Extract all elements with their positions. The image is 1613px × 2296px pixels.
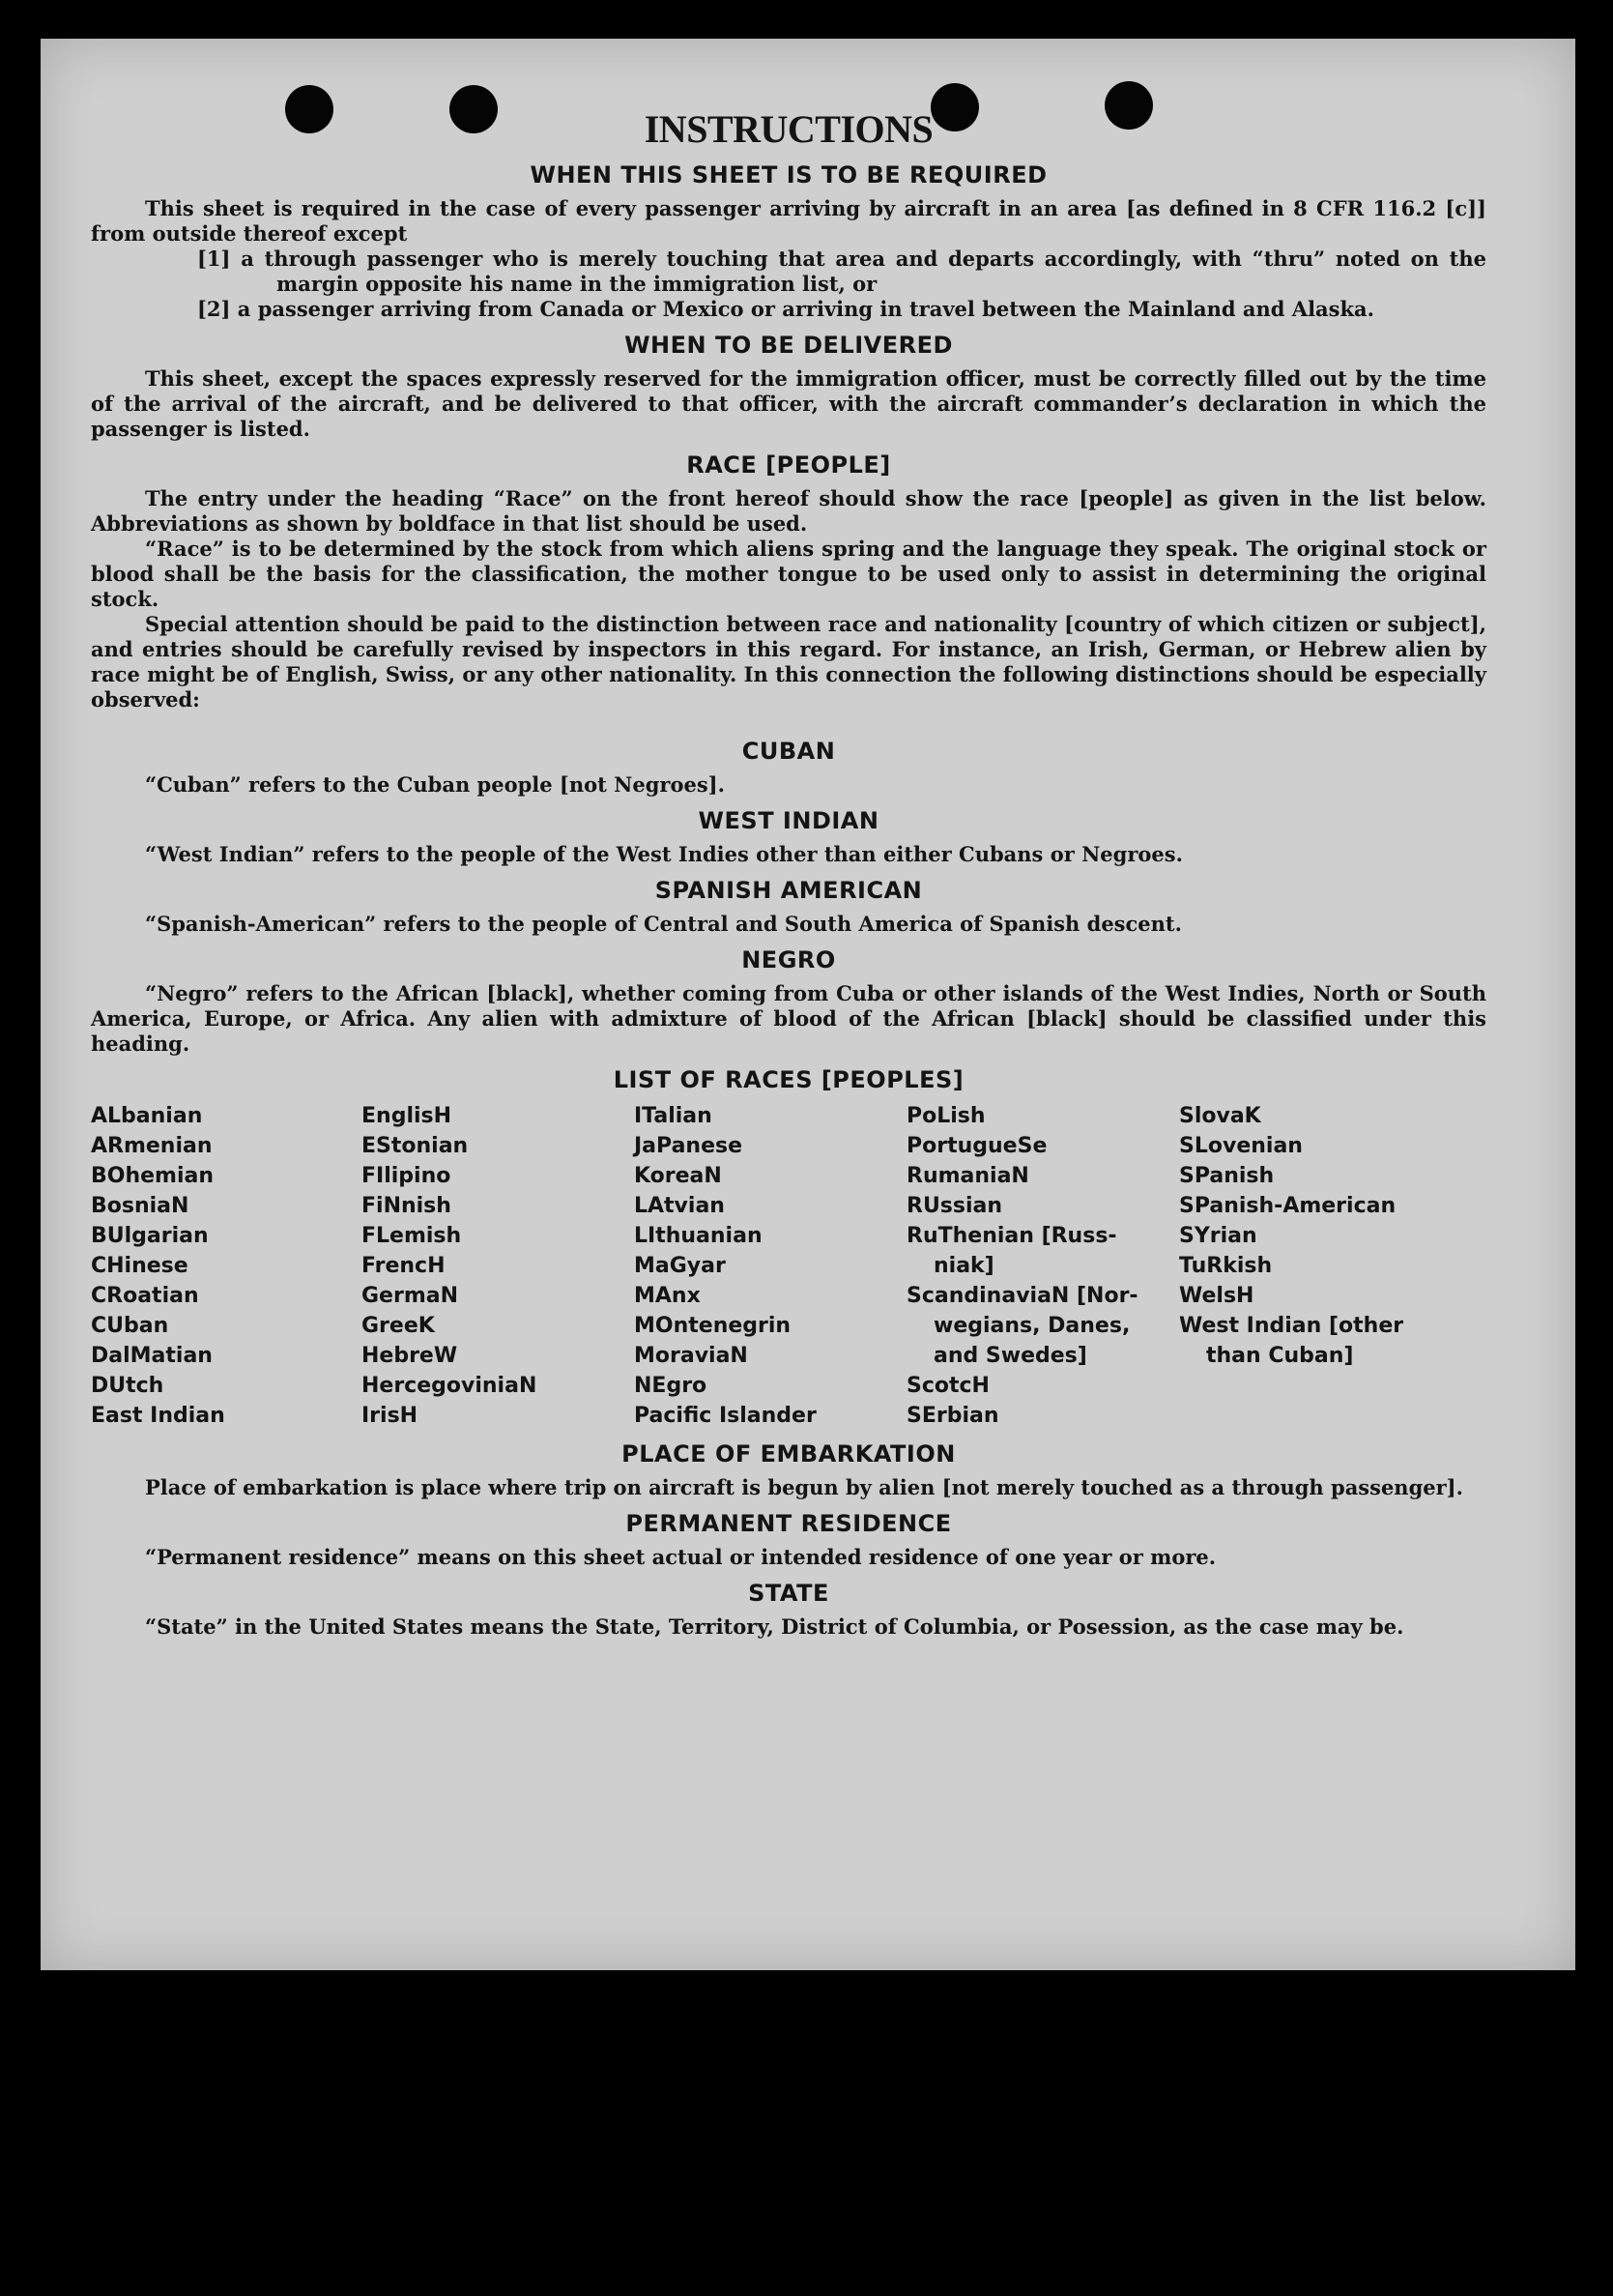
- heading-when-delivered: WHEN TO BE DELIVERED: [624, 332, 953, 359]
- race-item: MaGyar: [634, 1254, 726, 1278]
- race-item: and Swedes]: [934, 1344, 1087, 1368]
- race-item: CUban: [91, 1314, 169, 1338]
- race-item: FIlipino: [361, 1164, 451, 1188]
- race-item: BOhemian: [91, 1164, 215, 1188]
- race-item: than Cuban]: [1206, 1344, 1354, 1368]
- races-column: [634, 1101, 907, 1431]
- race-item: EStonian: [361, 1134, 469, 1158]
- race-item: CHinese: [91, 1254, 188, 1278]
- heading-when-required: WHEN THIS SHEET IS TO BE REQUIRED: [530, 161, 1048, 189]
- race-item: SPanish-American: [1179, 1194, 1397, 1218]
- spanish-american-text: “Spanish-American” refers to the people of Central and South America of Spanish descent.: [145, 912, 1182, 936]
- race-item: FiNnish: [361, 1194, 451, 1218]
- race-item: HebreW: [361, 1344, 458, 1368]
- residence-text: “Permanent residence” means on this sheet actual or intended residence of one year or more.: [145, 1545, 1217, 1569]
- heading-state: STATE: [748, 1580, 829, 1607]
- cuban-text: “Cuban” refers to the Cuban people [not Negroes].: [145, 772, 725, 797]
- race-item: TuRkish: [1179, 1254, 1273, 1278]
- race-item: ITalian: [634, 1104, 712, 1128]
- instructions-content: [91, 106, 1486, 1640]
- race-item: MoraviaN: [634, 1344, 748, 1368]
- race-item: FLemish: [361, 1224, 462, 1248]
- race-item: DalMatian: [91, 1344, 213, 1368]
- race-item: CRoatian: [91, 1284, 199, 1308]
- race-paragraph: The entry under the heading “Race” on the front hereof should show the race [people] as given in the list below. Abbreviations as shown by boldface in that list should be used.: [91, 486, 1486, 536]
- race-item: GreeK: [361, 1314, 435, 1338]
- race-item: WelsH: [1179, 1284, 1254, 1308]
- heading-negro: NEGRO: [741, 946, 836, 974]
- race-item: ScotcH: [907, 1374, 990, 1398]
- race-item: SPanish: [1179, 1164, 1275, 1188]
- race-item: KoreaN: [634, 1164, 722, 1188]
- heading-list-of-races: LIST OF RACES [PEOPLES]: [613, 1066, 965, 1093]
- west-indian-text: “West Indian” refers to the people of the West Indies other than either Cubans or Negroes.: [145, 842, 1183, 866]
- heading-west-indian: WEST INDIAN: [698, 807, 879, 834]
- race-paragraph: “Race” is to be determined by the stock from which aliens spring and the language they speak. The original stock or blood shall be the basis for the classification, the mother tongue to be used only to assist in determining the original stock.: [91, 537, 1486, 611]
- race-item: HercegoviniaN: [361, 1374, 537, 1398]
- race-item: MOntenegrin: [634, 1314, 792, 1338]
- race-item: West Indian [other: [1179, 1314, 1404, 1338]
- race-item: RuThenian [Russ-: [907, 1224, 1117, 1248]
- races-list: [91, 1101, 1486, 1431]
- race-item: Pacific Islander: [634, 1404, 817, 1428]
- races-column: [1179, 1101, 1450, 1431]
- exception-item-1: [1] a through passenger who is merely touching that area and departs accordingly, with “thru” noted on the margin opposite his name in the immigration list, or: [197, 247, 1486, 296]
- race-item: JaPanese: [634, 1134, 743, 1158]
- exception-item-2: [2] a passenger arriving from Canada or Mexico or arriving in travel between the Mainland and Alaska.: [197, 297, 1374, 321]
- races-column: [91, 1101, 361, 1431]
- heading-embarkation: PLACE OF EMBARKATION: [621, 1440, 956, 1468]
- race-item: GermaN: [361, 1284, 459, 1308]
- race-item: NEgro: [634, 1374, 707, 1398]
- race-item: RUssian: [907, 1194, 1003, 1218]
- page-title: INSTRUCTIONS: [644, 107, 934, 151]
- race-item: BUlgarian: [91, 1224, 209, 1248]
- heading-race: RACE [PEOPLE]: [686, 451, 891, 479]
- race-item: ALbanian: [91, 1104, 203, 1128]
- race-item: EnglisH: [361, 1104, 452, 1128]
- race-item: wegians, Danes,: [934, 1314, 1131, 1338]
- heading-spanish-american: SPANISH AMERICAN: [654, 877, 923, 904]
- race-item: SErbian: [907, 1404, 999, 1428]
- race-item: MAnx: [634, 1284, 701, 1308]
- races-column: [907, 1101, 1179, 1431]
- negro-text: “Negro” refers to the African [black], whether coming from Cuba or other islands of the West Indies, North or South America, Europe, or Africa. Any alien with admixture of blood of the African [black] should be classified under this heading.: [91, 981, 1486, 1056]
- race-item: niak]: [934, 1254, 994, 1278]
- race-item: LIthuanian: [634, 1224, 763, 1248]
- race-paragraph: Special attention should be paid to the distinction between race and nationality [country of which citizen or subject], and entries should be carefully revised by inspectors in this regard. For instance, an Irish, German, or Hebrew alien by race might be of English, Swiss, or any other nationality. In this connection the following distinctions should be especially observed:: [91, 612, 1486, 712]
- race-item: SYrian: [1179, 1224, 1257, 1248]
- heading-permanent-residence: PERMANENT RESIDENCE: [625, 1510, 952, 1537]
- when-delivered-text: This sheet, except the spaces expressly reserved for the immigration officer, must be correctly filled out by the time of the arrival of the aircraft, and be delivered to that officer, with the aircraft commander’s declaration in which the passenger is listed.: [91, 366, 1486, 441]
- race-item: East Indian: [91, 1404, 225, 1428]
- race-item: FrencH: [361, 1254, 446, 1278]
- race-item: ScandinaviaN [Nor-: [907, 1284, 1138, 1308]
- race-item: IrisH: [361, 1404, 418, 1428]
- races-column: [361, 1101, 634, 1431]
- state-text: “State” in the United States means the State, Territory, District of Columbia, or Posession, as the case may be.: [145, 1614, 1404, 1639]
- when-required-intro: This sheet is required in the case of every passenger arriving by aircraft in an area [as defined in 8 CFR 116.2 [c]] from outside thereof except: [91, 196, 1486, 246]
- race-item: PoLish: [907, 1104, 986, 1128]
- race-item: ARmenian: [91, 1134, 213, 1158]
- race-item: LAtvian: [634, 1194, 725, 1218]
- race-item: BosniaN: [91, 1194, 189, 1218]
- embarkation-text: Place of embarkation is place where trip on aircraft is begun by alien [not merely touched as a through passenger].: [145, 1475, 1463, 1499]
- race-item: DUtch: [91, 1374, 164, 1398]
- race-item: SlovaK: [1179, 1104, 1261, 1128]
- race-item: PortugueSe: [907, 1134, 1048, 1158]
- heading-cuban: CUBAN: [741, 738, 836, 765]
- race-item: SLovenian: [1179, 1134, 1303, 1158]
- race-item: RumaniaN: [907, 1164, 1029, 1188]
